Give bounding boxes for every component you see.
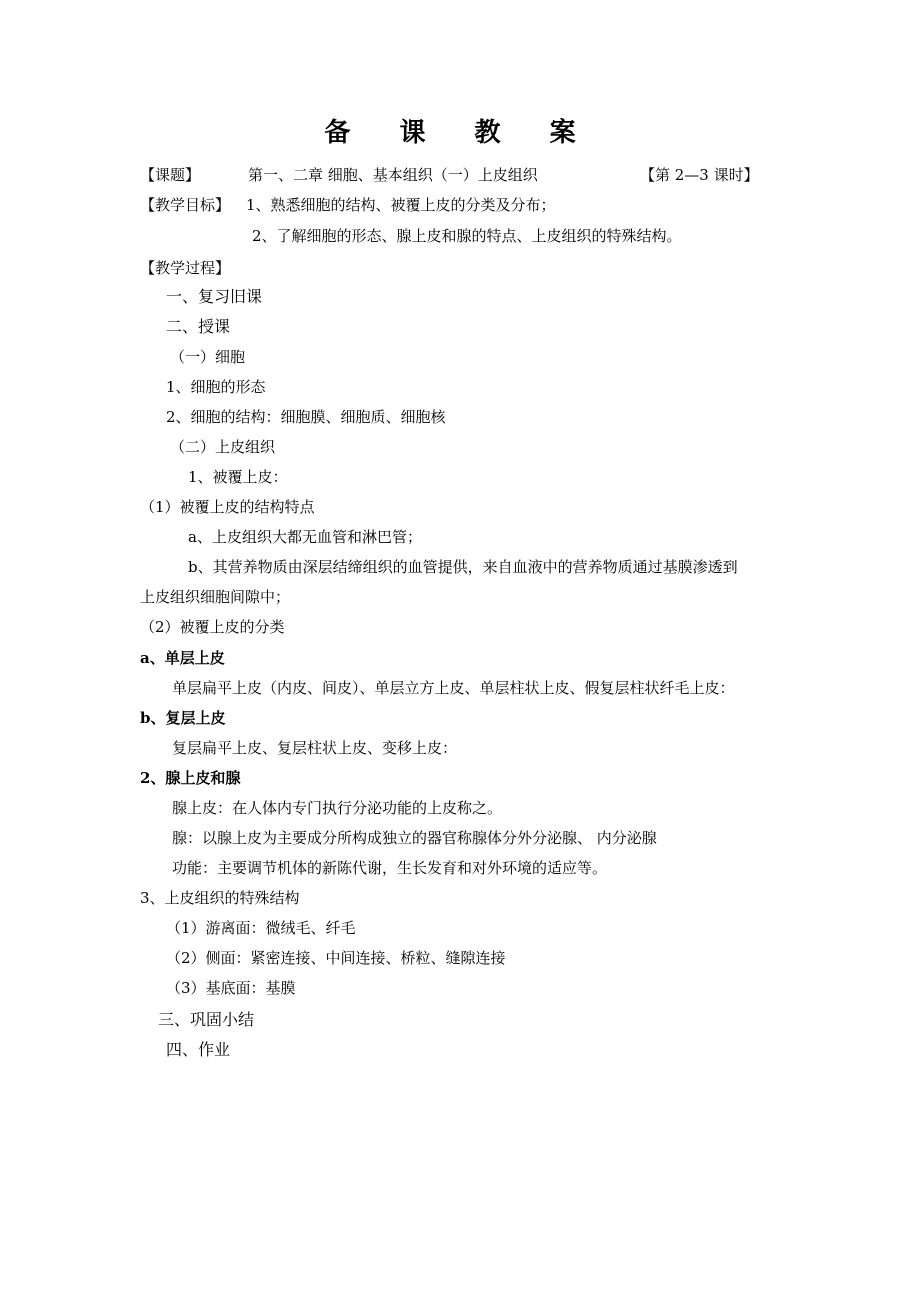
topic-text: 第一、二章 细胞、基本组织（一）上皮组织 xyxy=(248,166,538,184)
subsection-epithelium: （二）上皮组织 xyxy=(170,438,276,456)
special-free-surface: （1）游离面：微绒毛、纤毛 xyxy=(166,919,356,937)
goal-1: 1、熟悉细胞的结构、被覆上皮的分类及分布； xyxy=(246,196,556,214)
section-homework: 四、作业 xyxy=(166,1040,231,1059)
stratified-epithelium-heading: b、复层上皮 xyxy=(140,709,226,727)
section-summary: 三、巩固小结 xyxy=(158,1010,255,1029)
special-structure-heading: 3、上皮组织的特殊结构 xyxy=(140,889,300,907)
gland-function: 功能：主要调节机体的新陈代谢，生长发育和对外环境的适应等。 xyxy=(172,859,608,877)
lesson-hours: 【第 2—3 课时】 xyxy=(640,166,759,184)
topic-label: 【课题】 xyxy=(140,166,201,184)
gland-heading: 2、腺上皮和腺 xyxy=(140,769,241,787)
structure-features: （1）被覆上皮的结构特点 xyxy=(140,498,315,516)
process-label: 【教学过程】 xyxy=(140,259,231,277)
feature-a: a、上皮组织大都无血管和淋巴管； xyxy=(188,528,422,546)
feature-b-line-2: 上皮组织细胞间隙中； xyxy=(140,588,291,606)
stratified-epithelium-text: 复层扁平上皮、复层柱状上皮、变移上皮： xyxy=(172,739,458,757)
subsection-cell: （一）细胞 xyxy=(170,348,246,366)
gland-epithelium: 腺上皮：在人体内专门执行分泌功能的上皮称之。 xyxy=(172,799,503,817)
section-review: 一、复习旧课 xyxy=(166,287,263,306)
special-lateral-surface: （2）侧面：紧密连接、中间连接、桥粒、缝隙连接 xyxy=(166,949,506,967)
section-teach: 二、授课 xyxy=(166,317,231,336)
page-title: 备 课 教 案 xyxy=(324,118,596,148)
special-basal-surface: （3）基底面：基膜 xyxy=(166,979,296,997)
covering-epithelium: 1、被覆上皮： xyxy=(188,468,288,486)
simple-epithelium-heading: a、单层上皮 xyxy=(140,649,225,667)
simple-epithelium-text: 单层扁平上皮（内皮、间皮）、单层立方上皮、单层柱状上皮、假复层柱状纤毛上皮： xyxy=(172,679,735,697)
cell-structure: 2、细胞的结构：细胞膜、细胞质、细胞核 xyxy=(166,408,446,426)
cell-shape: 1、细胞的形态 xyxy=(166,378,266,396)
goal-2: 2、了解细胞的形态、腺上皮和腺的特点、上皮组织的特殊结构。 xyxy=(252,227,682,245)
classification: （2）被覆上皮的分类 xyxy=(140,618,285,636)
feature-b-line-1: b、其营养物质由深层结缔组织的血管提供，来自血液中的营养物质通过基膜渗透到 xyxy=(188,558,738,576)
gland-definition: 腺：以腺上皮为主要成分所构成独立的器官称腺体分外分泌腺、 内分泌腺 xyxy=(172,829,657,847)
goals-label: 【教学目标】 xyxy=(140,196,231,214)
